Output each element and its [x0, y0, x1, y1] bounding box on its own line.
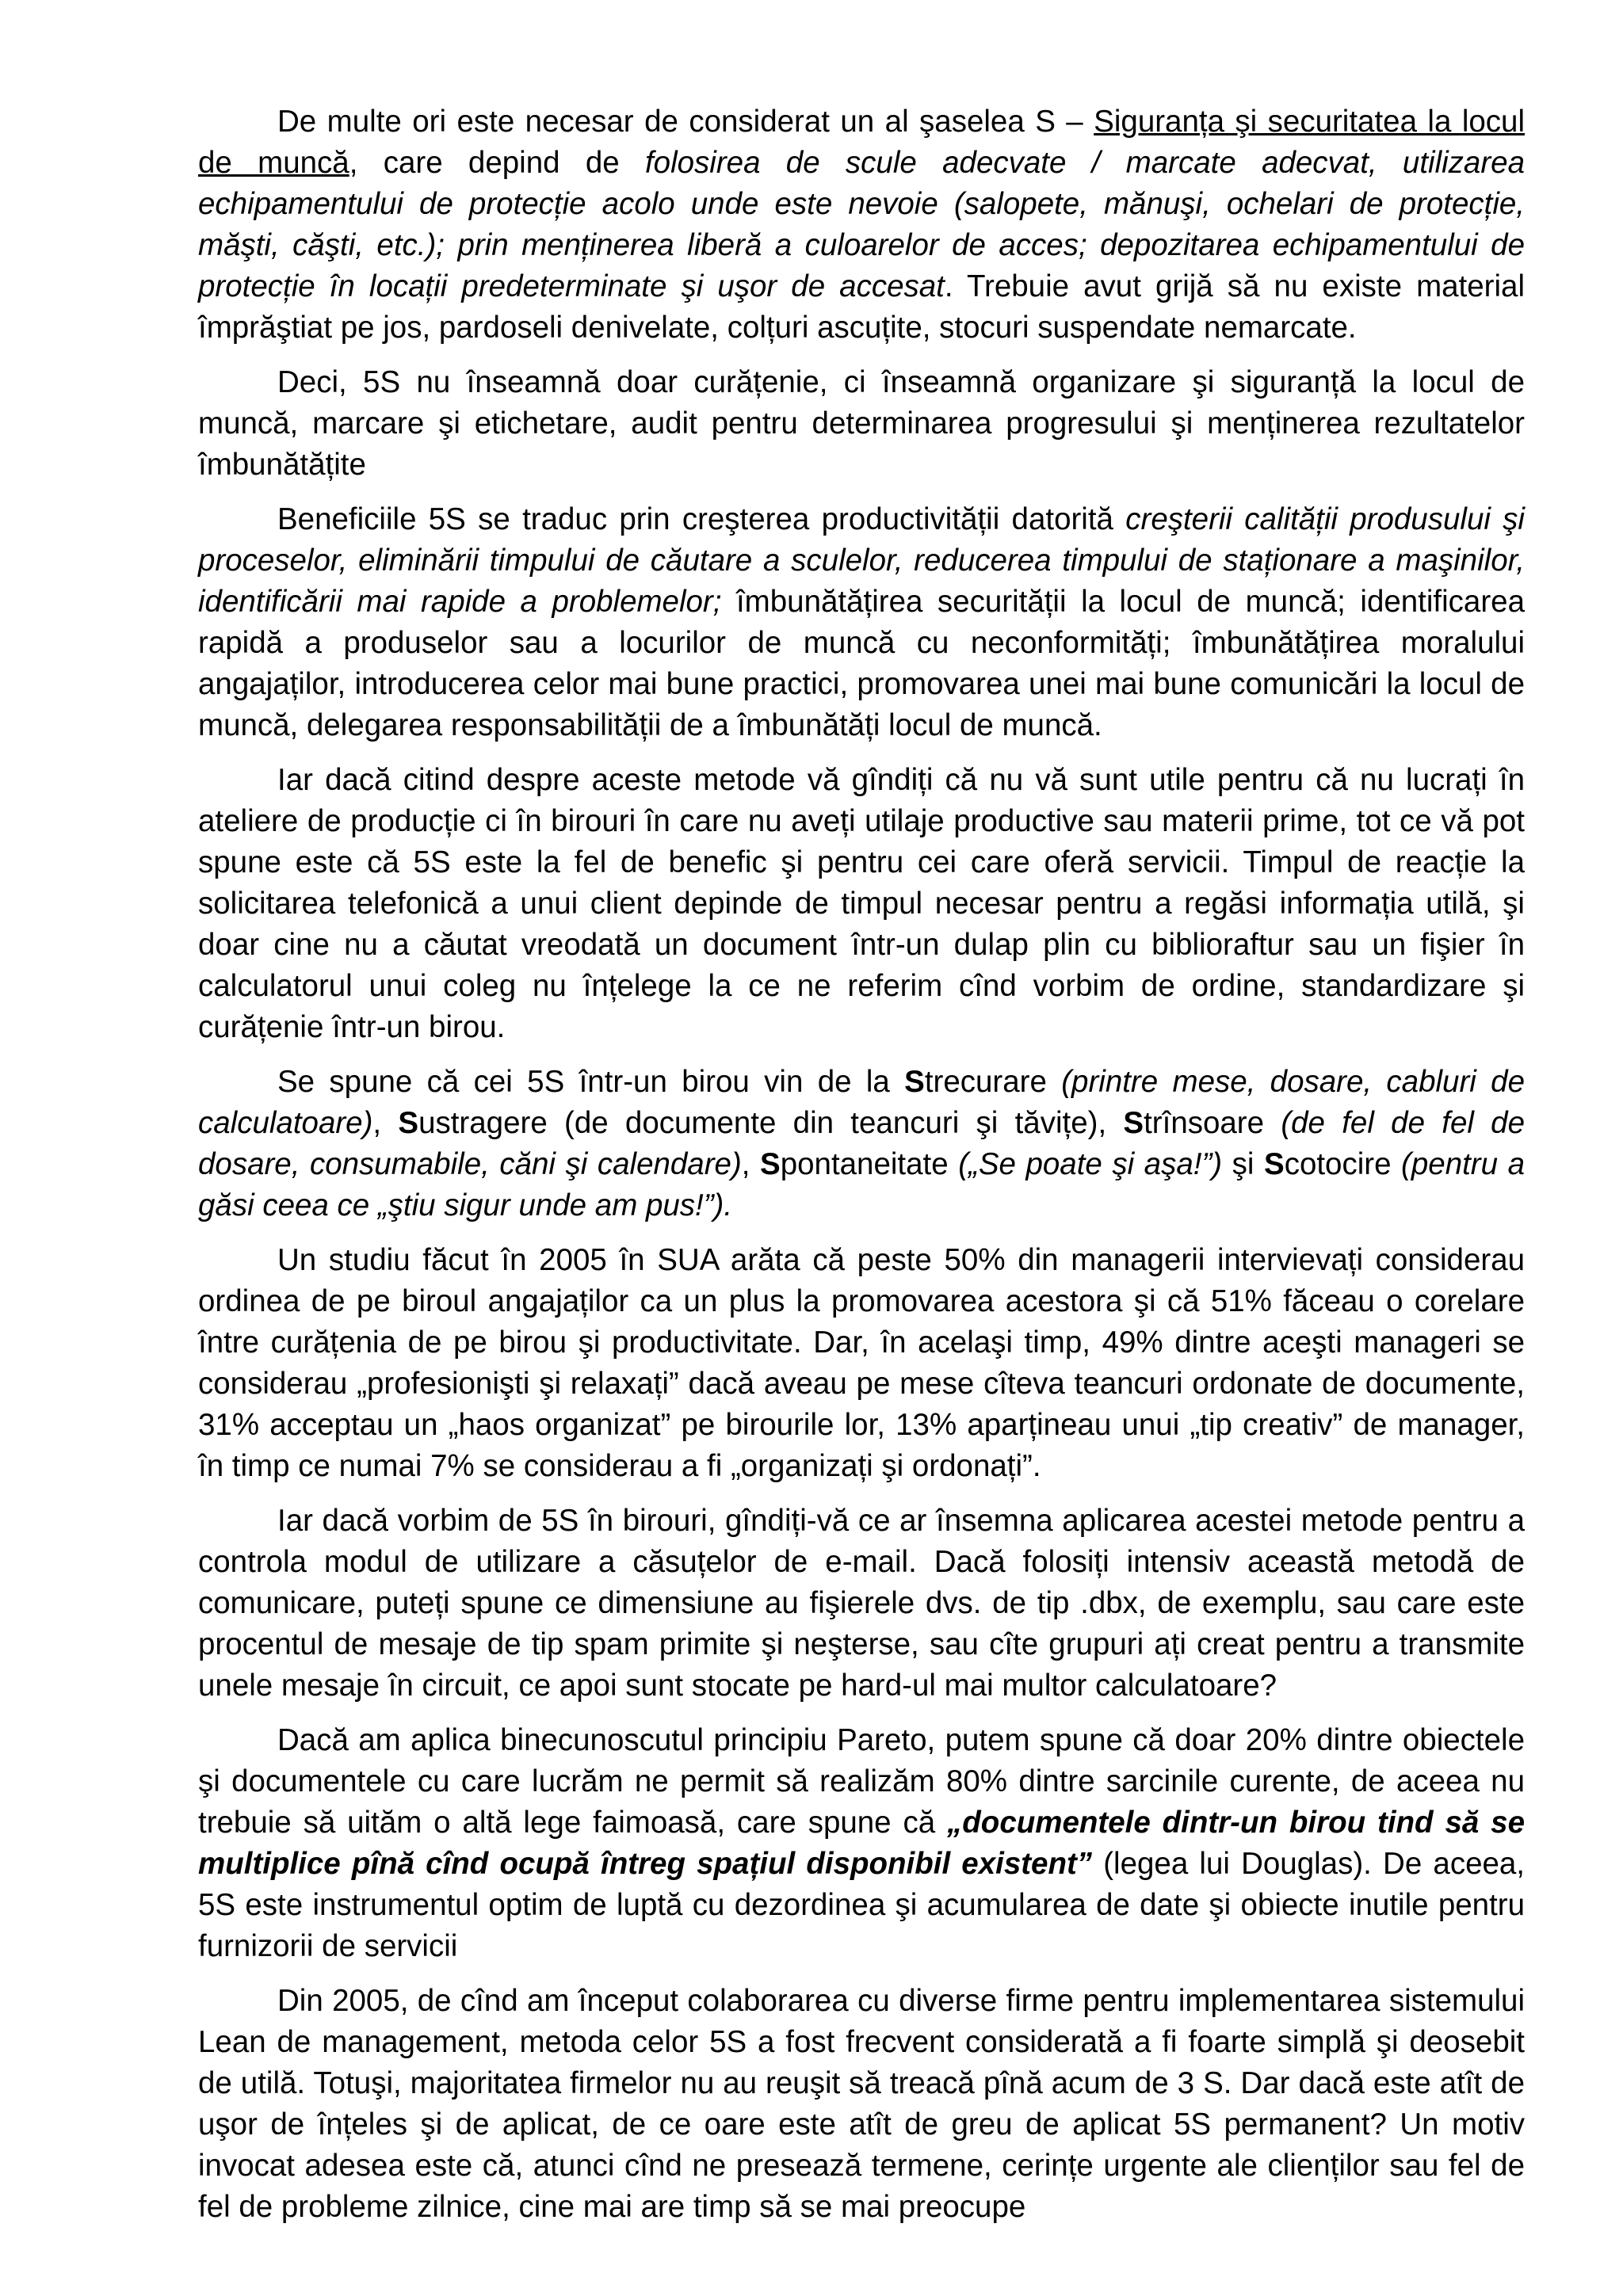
- text-run: Un studiu făcut în 2005 în SUA arăta că peste 50% din managerii intervievați considerau ordinea de pe biroul angajaților ca un plus la promovarea acestora şi că 51% făceau o corelare între curățenia de pe birou şi productivitate. Dar, în acelaşi timp, 49% dintre aceşti manageri se considerau „profesionişti şi relaxați” dacă aveau pe mese cîteva teancuri ordonate de documente, 31% acceptau un „haos organizat” pe birourile lor, 13% aparțineau unui „tip creativ” de manager, în timp ce numai 7% se considerau a fi „organizați şi ordonați”.: [198, 1243, 1525, 1483]
- text-run: trecurare: [924, 1065, 1062, 1099]
- text-run: (printre mese, dosare, cabluri de calculatoare): [198, 1065, 1525, 1140]
- text-run: S: [398, 1106, 419, 1140]
- paragraph-p2: [198, 362, 1525, 486]
- text-run: pontaneitate: [780, 1147, 959, 1181]
- text-run: S: [1123, 1106, 1144, 1140]
- text-run: ,: [372, 1106, 399, 1140]
- text-run: Deci, 5S nu înseamnă doar curățenie, ci înseamnă organizare şi siguranță la locul de muncă, marcare şi etichetare, audit pentru determinarea progresului şi menținerea rezultatelor îmbunătățite: [198, 365, 1525, 482]
- paragraph-p9: [198, 1981, 1525, 2228]
- text-run: folosirea de scule adecvate / marcate adecvat, utilizarea echipamentului de protecție acolo unde este nevoie (salopete, mănuşi, ochelari de protecție, măşti, căşti, etc.); prin menținerea liberă a culoarelor de acces; depozitarea echipamentului de protecție în locații predeterminate şi uşor de accesat: [198, 146, 1525, 303]
- text-run: „documentele dintr-un birou tind să se multiplice pînă cînd ocupă întreg spațiul disponibil existent”: [198, 1806, 1525, 1881]
- text-run: trînsoare: [1144, 1106, 1281, 1140]
- text-run: creşterii calității produsului şi proceselor, eliminării timpului de căutare a sculelor, reducerea timpului de staționare a maşinilor, identificării mai rapide a problemelor;: [198, 502, 1525, 619]
- paragraph-p1: [198, 101, 1525, 349]
- text-run: Beneficiile 5S se traduc prin creşterea productivității datorită: [277, 502, 1126, 536]
- text-run: şi: [1222, 1147, 1264, 1181]
- text-run: De multe ori este necesar de considerat un al şaselea S –: [277, 105, 1094, 139]
- text-run: Iar dacă citind despre aceste metode vă gîndiți că nu vă sunt utile pentru că nu lucrați în ateliere de producție ci în birouri în care nu aveți utilaje productive sau materii prime, tot ce vă pot spune este că 5S este la fel de benefic şi pentru cei care oferă servicii. Timpul de reacție la solicitarea telefonică a unui client depinde de timpul necesar pentru a regăsi informația utilă, şi doar cine nu a căutat vreodată un document într-un dulap plin cu biblioraftur sau un fişier în calculatorul unui coleg nu înțelege la ce ne referim cînd vorbim de ordine, standardizare şi curățenie într-un birou.: [198, 763, 1525, 1044]
- paragraph-p8: [198, 1720, 1525, 1967]
- paragraph-p6: [198, 1240, 1525, 1487]
- text-run: (pentru a găsi ceea ce „ştiu sigur unde am pus!”).: [198, 1147, 1525, 1222]
- text-run: Iar dacă vorbim de 5S în birouri, gîndiți-vă ce ar însemna aplicarea acestei metode pentru a controla modul de utilizare a căsuțelor de e-mail. Dacă folosiți intensiv această metodă de comunicare, puteți spune ce dimensiune au fişierele dvs. de tip .dbx, de exemplu, sau care este procentul de mesaje de tip spam primite şi neşterse, sau cîte grupuri ați creat pentru a transmite unele mesaje în circuit, ce apoi sunt stocate pe hard-ul mai multor calculatoare?: [198, 1504, 1525, 1703]
- text-run: (legea lui Douglas). De aceea, 5S este instrumentul optim de luptă cu dezordinea şi acumularea de date şi obiecte inutile pentru furnizorii de servicii: [198, 1847, 1525, 1963]
- text-run: (de fel de fel de dosare, consumabile, căni şi calendare): [198, 1106, 1525, 1181]
- text-run: cotocire: [1284, 1147, 1402, 1181]
- paragraph-p7: [198, 1501, 1525, 1707]
- paragraph-p3: [198, 499, 1525, 746]
- text-run: Dacă am aplica binecunoscutul principiu Pareto, putem spune că doar 20% dintre obiectele şi documentele cu care lucrăm ne permit să realizăm 80% dintre sarcinile curente, de aceea nu trebuie să uităm o altă lege faimoasă, care spune că: [198, 1723, 1525, 1840]
- paragraph-p5: [198, 1062, 1525, 1226]
- text-run: („Se poate şi aşa!”): [958, 1147, 1223, 1181]
- text-run: Din 2005, de cînd am început colaborarea cu diverse firme pentru implementarea sistemului Lean de management, metoda celor 5S a fost frecvent considerată a fi foarte simplă şi deosebit de utilă. Totuşi, majoritatea firmelor nu au reuşit să treacă pînă acum de 3 S. Dar dacă este atît de uşor de înțeles şi de aplicat, de ce oare este atît de greu de aplicat 5S permanent? Un motiv invocat adesea este că, atunci cînd ne presează termene, cerințe urgente ale clienților sau fel de fel de probleme zilnice, cine mai are timp să se mai preocupe: [198, 1984, 1525, 2224]
- document-body: [198, 101, 1525, 2228]
- paragraph-p4: [198, 760, 1525, 1048]
- text-run: ustragere (de documente din teancuri şi tăvițe),: [418, 1106, 1124, 1140]
- text-run: S: [904, 1065, 925, 1099]
- text-run: ,: [741, 1147, 761, 1181]
- text-run: , care depind de: [349, 146, 645, 180]
- text-run: S: [760, 1147, 781, 1181]
- text-run: S: [1264, 1147, 1285, 1181]
- text-run: Se spune că cei 5S într-un birou vin de la: [277, 1065, 905, 1099]
- text-run: . Trebuie avut grijă să nu existe material împrăştiat pe jos, pardoseli denivelate, colțuri ascuțite, stocuri suspendate nemarcate.: [198, 269, 1525, 345]
- text-run: Siguranța şi securitatea la locul de muncă: [198, 105, 1526, 180]
- text-run: îmbunătățirea securității la locul de muncă; identificarea rapidă a produselor sau a locurilor de muncă cu neconformități; îmbunătățirea moralului angajaților, introducerea celor mai bune practici, promovarea unei mai bune comunicări la locul de muncă, delegarea responsabilității de a îmbunătăți locul de muncă.: [198, 585, 1525, 742]
